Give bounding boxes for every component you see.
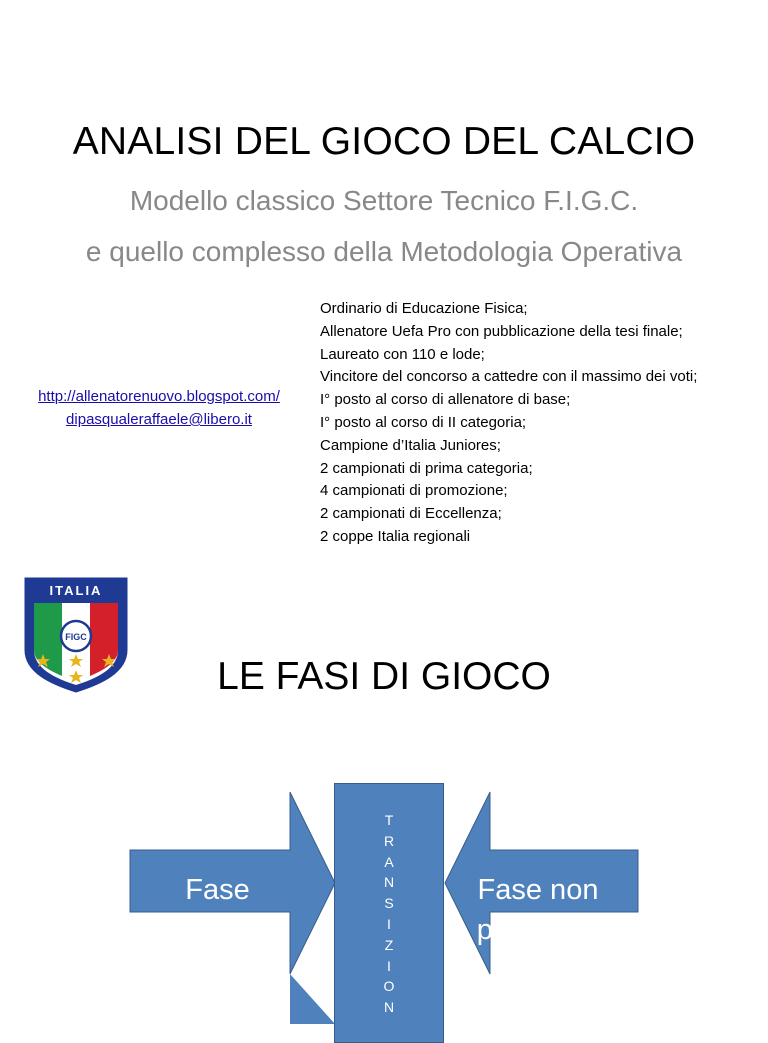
- bio-item: 4 campionati di promozione;: [320, 482, 508, 500]
- author-bio-list: [320, 298, 760, 549]
- subtitle-line-1: Modello classico Settore Tecnico F.I.G.C.: [129, 185, 639, 216]
- section-title: LE FASI DI GIOCO: [217, 655, 551, 698]
- bio-item: Campione d’Italia Juniores;: [320, 436, 501, 454]
- transition-letter: I: [387, 957, 391, 974]
- transition-letter: R: [383, 832, 395, 849]
- transition-letter: N: [383, 999, 395, 1016]
- phases-diagram: [0, 760, 768, 1024]
- transition-letter: I: [387, 915, 391, 932]
- transition-letter: O: [383, 978, 395, 995]
- bio-item: Laureato con 110 e lode;: [320, 345, 485, 363]
- transition-letter: T: [384, 812, 394, 828]
- transition-letter: A: [384, 853, 394, 870]
- transition-letters: [335, 810, 443, 1018]
- transition-letter: S: [384, 895, 394, 912]
- logo-badge-text: FIGC: [65, 632, 87, 642]
- bio-item: Allenatore Uefa Pro con pubblicazione della tesi finale;: [320, 322, 683, 340]
- subtitle-line-2: e quello complesso della Metodologia Operativa: [85, 236, 683, 267]
- transition-box: [334, 783, 444, 1043]
- blog-link[interactable]: http://allenatorenuovo.blogspot.com/: [38, 388, 280, 405]
- left-arrow-lower: [290, 974, 335, 1024]
- transition-letter: N: [383, 874, 395, 891]
- bio-item: Vincitore del concorso a cattedre con il massimo dei voti;: [320, 368, 698, 386]
- bio-item: 2 coppe Italia regionali: [320, 527, 471, 545]
- contact-links: [8, 385, 310, 431]
- bio-item: I° posto al corso di allenatore di base;: [320, 391, 571, 409]
- transition-letter: Z: [384, 936, 394, 953]
- bio-item: Ordinario di Educazione Fisica;: [320, 300, 528, 317]
- bio-item: 2 campionati di Eccellenza;: [320, 505, 502, 523]
- bio-item: 2 campionati di prima categoria;: [320, 459, 533, 477]
- right-arrow-label: Fase non possesso: [476, 874, 600, 946]
- email-link[interactable]: dipasqualeraffaele@libero.it: [66, 411, 252, 428]
- left-arrow-label: Fase possesso: [156, 874, 279, 946]
- logo-top-text: ITALIA: [49, 583, 103, 598]
- bio-item: I° posto al corso di II categoria;: [320, 413, 527, 431]
- page-title: ANALISI DEL GIOCO DEL CALCIO: [72, 120, 696, 163]
